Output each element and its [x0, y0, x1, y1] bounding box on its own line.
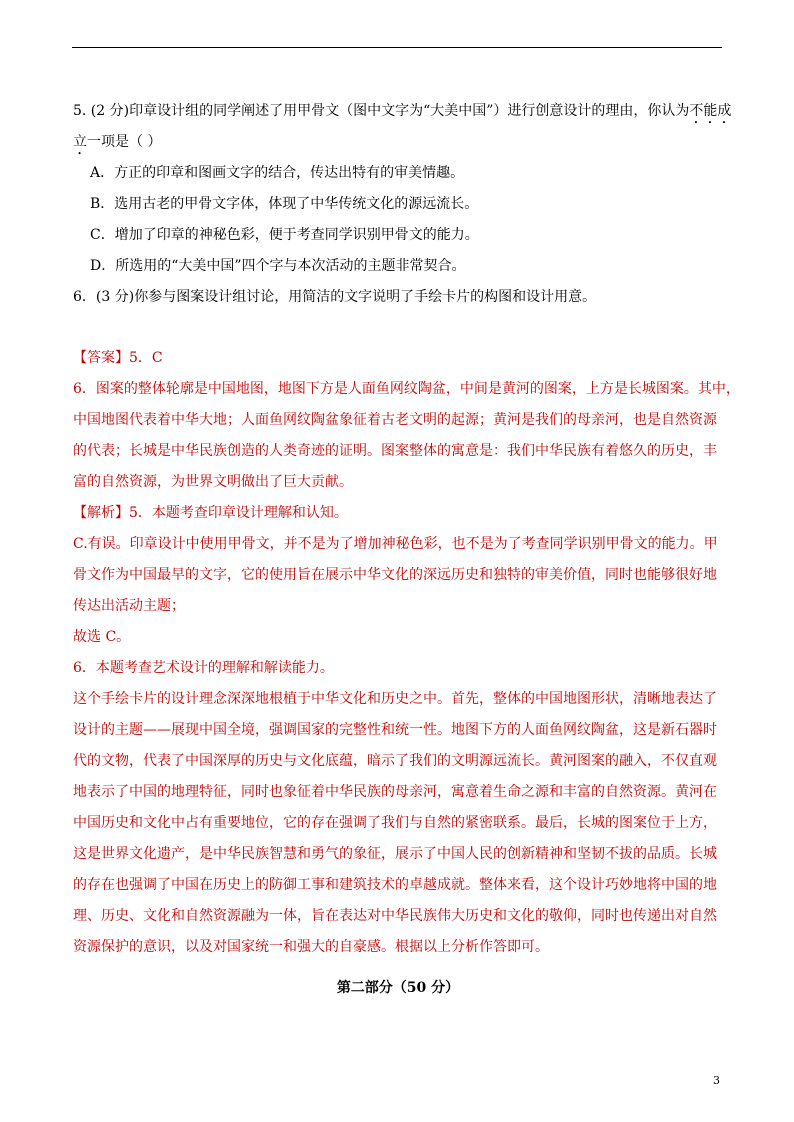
analysis-line: 骨文作为中国最早的文字，它的使用旨在展示中华文化的深远历史和独特的审美价值，同时也能够很好地 [73, 567, 717, 583]
analysis-line: 理、历史、文化和自然资源融为一体，旨在表达对中华民族伟大历史和文化的敬仰，同时也传递出对自然 [73, 908, 717, 924]
analysis-line: 资源保护的意识，以及对国家统一和强大的自豪感。根据以上分析作答即可。 [73, 939, 549, 955]
option-c: C．增加了印章的神秘色彩，便于考查同学识别甲骨文的能力。 [90, 227, 479, 243]
answer-line: 的代表；长城是中华民族创造的人类奇迹的证明。图案整体的寓意是：我们中华民族有着悠久的历史，丰 [73, 443, 717, 459]
answer-line: 【答案】5．C [73, 350, 163, 366]
analysis-line: 地表示了中国的地理特征，同时也象征着中华民族的母亲河，寓意着生命之源和丰富的自然资源。黄河在 [73, 784, 717, 800]
analysis-line: 传达出活动主题； [73, 598, 185, 614]
header-rule [72, 47, 722, 48]
analysis-line: 6．本题考查艺术设计的理解和解读能力。 [73, 660, 334, 676]
question-5-line-2 [73, 127, 723, 158]
page-content [73, 96, 740, 1004]
analysis-line: 的存在也强调了中国在历史上的防御工事和建筑技术的卓越成就。整体来看，这个设计巧妙地将中国的地 [73, 877, 717, 893]
emphasis-text: 立 [73, 134, 87, 150]
analysis-block [73, 498, 723, 963]
option-d: D．所选用的“大美中国”四个字与本次活动的主题非常契合。 [90, 258, 466, 274]
analysis-line: 故选 C。 [73, 629, 131, 645]
analysis-line: 【解析】5．本题考查印章设计理解和认知。 [73, 505, 348, 521]
option-a: A．方正的印章和图画文字的结合，传达出特有的审美情趣。 [90, 165, 465, 181]
section-heading: 第二部分（50 分） [336, 980, 460, 996]
analysis-line: 这个手绘卡片的设计理念深深地根植于中华文化和历史之中。首先，整体的中国地图形状，清晰地表达了 [73, 691, 717, 707]
answer-block [73, 343, 740, 498]
question-5-text: 5. (2 分)印章设计组的同学阐述了用甲骨文（图中文字为“大美中国”）进行创意设计的理由，你认为 [73, 103, 690, 119]
analysis-line: 设计的主题——展现中国全境，强调国家的完整性和统一性。地图下方的人面鱼网纹陶盆，这是新石器时 [73, 722, 717, 738]
question-5-text: 一项是（ ） [87, 134, 162, 150]
analysis-line: C.有误。印章设计中使用甲骨文，并不是为了增加神秘色彩，也不是为了考查同学识别甲骨文的能力。甲 [73, 536, 718, 552]
question-5-line-1 [73, 96, 732, 127]
answer-line: 6．图案的整体轮廓是中国地图，地图下方是人面鱼网纹陶盆，中间是黄河的图案，上方是长城图案。其中， [73, 381, 740, 397]
analysis-line: 中国历史和文化中占有重要地位，它的存在强调了我们与自然的紧密联系。最后，长城的图案位于上方， [73, 815, 717, 831]
analysis-line: 代的文物，代表了中国深厚的历史与文化底蕴，暗示了我们的文明源远流长。黄河图案的融入，不仅直观 [73, 753, 717, 769]
emphasis-text: 不能成 [689, 103, 732, 119]
analysis-line: 这是世界文化遗产，是中华民族智慧和勇气的象征，展示了中国人民的创新精神和坚韧不拔的品质。长城 [73, 846, 717, 862]
option-b: B．选用古老的甲骨文字体，体现了中华传统文化的源远流长。 [90, 196, 479, 212]
question-6: 6．(3 分)你参与图案设计组讨论，用简洁的文字说明了手绘卡片的构图和设计用意。 [73, 289, 597, 305]
page-number: 3 [713, 1074, 720, 1087]
answer-line: 中国地图代表着中华大地；人面鱼网纹陶盆象征着古老文明的起源；黄河是我们的母亲河，也是自然资源 [73, 412, 717, 428]
answer-line: 富的自然资源，为世界文明做出了巨大贡献。 [73, 474, 353, 490]
